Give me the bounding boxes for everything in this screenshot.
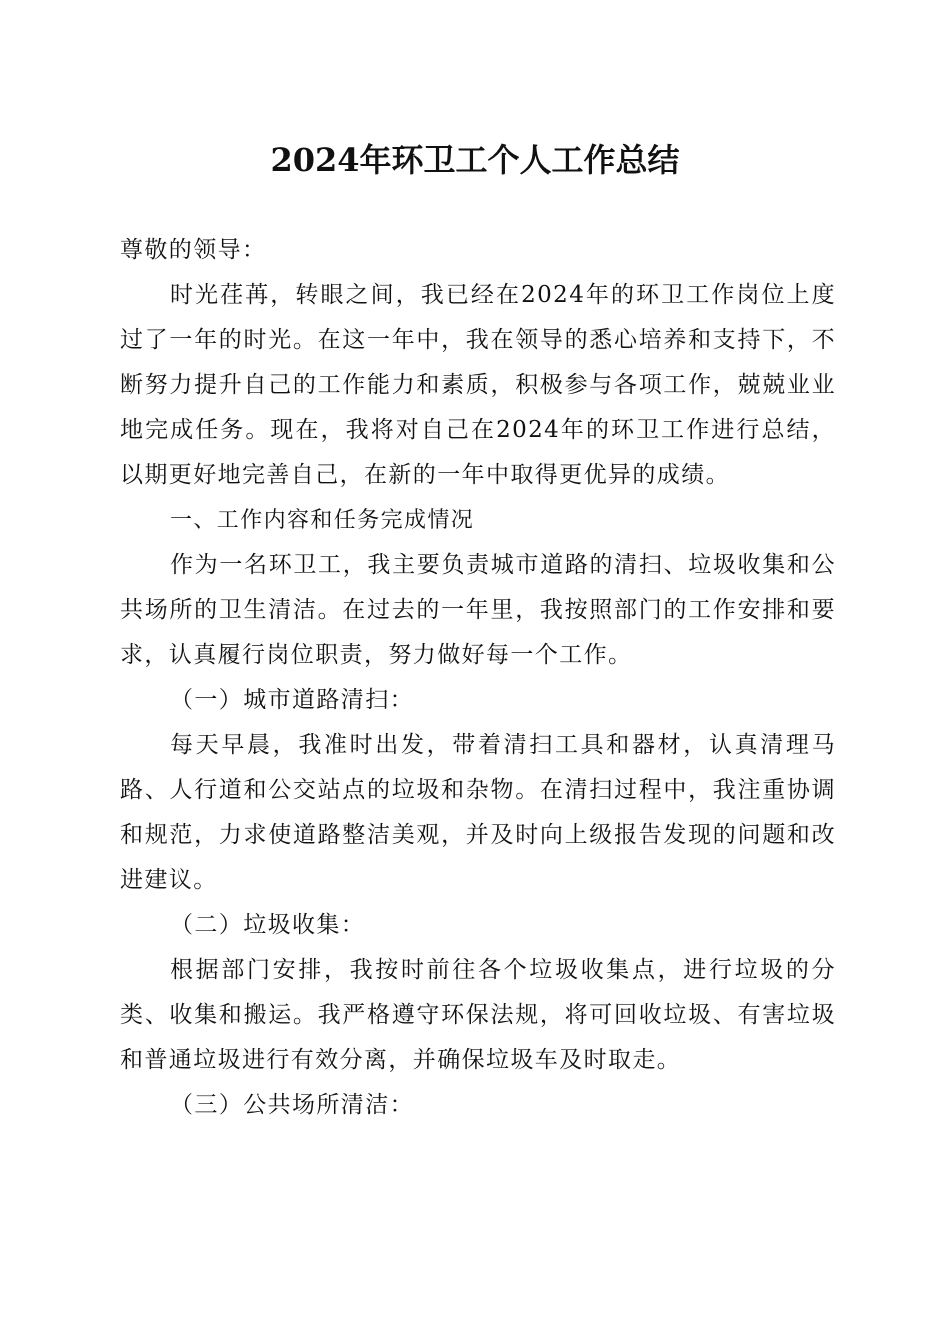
paragraph-garbage-collection: 根据部门安排，我按时前往各个垃圾收集点，进行垃圾的分类、收集和搬运。我严格遵守环保法规，将可回收垃圾、有害垃圾和普通垃圾进行有效分离，并确保垃圾车及时取走。 <box>120 957 836 1073</box>
subheading-public-cleaning: （三）公共场所清洁： <box>170 1092 414 1118</box>
intro-paragraph: 时光荏苒，转眼之间，我已经在2024年的环卫工作岗位上度过了一年的时光。在这一年中，我在领导的悉心培养和支持下，不断努力提升自己的工作能力和素质，积极参与各项工作，兢兢业业地完成任务。现在，我将对自己在2024年的环卫工作进行总结，以期更好地完善自己，在新的一年中取得更优异的成绩。 <box>120 282 836 488</box>
section-paragraph-work-content: 作为一名环卫工，我主要负责城市道路的清扫、垃圾收集和公共场所的卫生清洁。在过去的一年里，我按照部门的工作安排和要求，认真履行岗位职责，努力做好每一个工作。 <box>120 552 836 668</box>
section-heading-work-content: 一、工作内容和任务完成情况 <box>170 508 475 533</box>
document-body <box>120 228 836 1128</box>
subheading-garbage-collection: （二）垃圾收集： <box>170 912 366 938</box>
paragraph-road-cleaning: 每天早晨，我准时出发，带着清扫工具和器材，认真清理马路、人行道和公交站点的垃圾和杂物。在清扫过程中，我注重协调和规范，力求使道路整洁美观，并及时向上级报告发现的问题和改进建议。 <box>120 732 836 893</box>
document-title: 2024年环卫工个人工作总结 <box>270 141 680 179</box>
subheading-road-cleaning: （一）城市道路清扫： <box>170 687 414 713</box>
salutation: 尊敬的领导： <box>120 237 267 263</box>
